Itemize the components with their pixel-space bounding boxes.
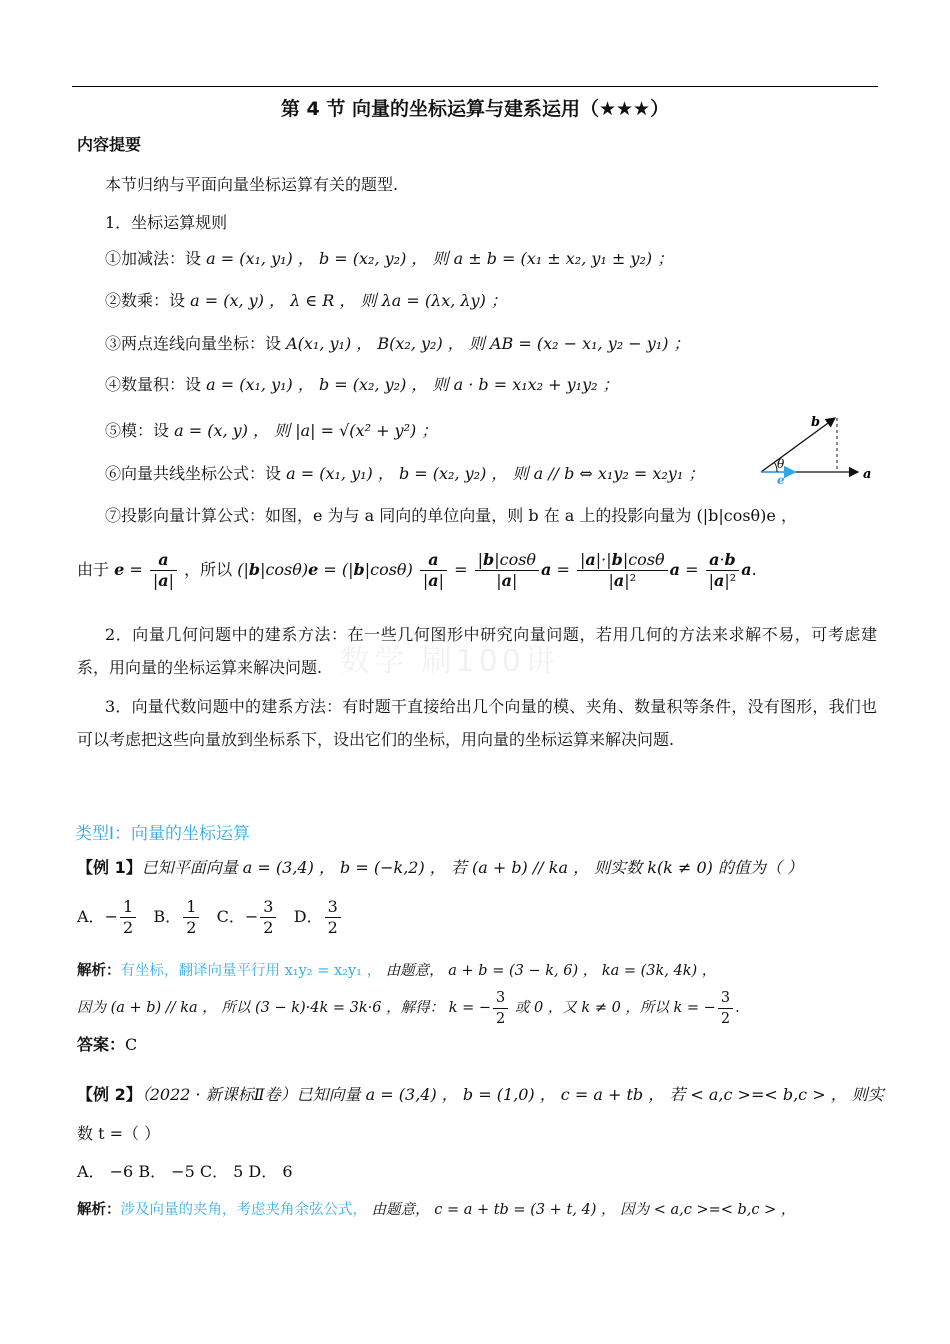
rule-mod: ⑤模：设 a = (x, y) ， 则 |a| = √(x² + y²) ； — [105, 421, 438, 440]
rule-dot: ④数量积：设 a = (x₁, y₁) ， b = (x₂, y₂) ， 则 a · b = x₁x₂ + y₁y₂ ； — [105, 375, 619, 394]
example1-solution-line1: 解析：有坐标，翻译向量平行用 x₁y₂ = x₂y₁ ， 由题意， a + b = (3 − k, 6) ， ka = (3k, 4k) ， — [77, 963, 717, 979]
watermark: 数学 刷100讲 — [340, 644, 559, 679]
rule-projection: ⑦投影向量计算公式：如图，e 为与 a 同向的单位向量，则 b 在 a 上的投影向量为 (|b|cosθ)e ， — [105, 506, 797, 525]
projection-derivation: 由于 e = $\frac{a}{|a|}$ ，所以 (|b|cosθ)e = (|b|cosθ) $\frac{a}{|a|}$ = $\frac{|b|\cos\theta}{|a|}$ a = $\frac{|a|\cdot|b|\cos\theta}{\text{|a|²}}$ a = $\frac{a\cdot b}{\text{|a|²}}$ a. — [77, 550, 757, 590]
example2-options: A． −6 B． −5 C． 5 D． 6 — [77, 1162, 293, 1181]
top-rule — [72, 86, 878, 87]
type1-heading: 类型Ⅰ：向量的坐标运算 — [75, 824, 251, 844]
example1-options: A．− $\frac{1}{2}$ B． $\frac{1}{2}$ C．− $\frac{3}{2}$ D． $\frac{3}{2}$ — [77, 895, 343, 939]
label-b: b — [811, 415, 821, 430]
example1-stem: 【例 1】已知平面向量 a = (3,4) ， b = (−k,2) ， 若 (a + b) // ka ， 则实数 k(k ≠ 0) 的值为（ ） — [77, 858, 804, 877]
rule-add: ①加减法：设 a = (x₁, y₁) ， b = (x₂, y₂) ， 则 a ± b = (x₁ ± x₂, y₁ ± y₂) ； — [105, 249, 674, 268]
label-a: a — [863, 467, 872, 482]
rule-mul: ②数乘：设 a = (x, y) ， λ ∈ R ， 则 λa = (λx, λy) ； — [105, 291, 507, 310]
section-title: 第 4 节 向量的坐标运算与建系运用（★★★） — [280, 98, 670, 120]
summary-heading: 内容提要 — [77, 135, 142, 154]
example2-stem-cont: 数 t =（ ） — [77, 1124, 161, 1143]
example2-stem: 【例 2】（2022 · 新课标Ⅱ卷）已知向量 a = (3,4) ， b = (1,0) ， c = a + tb ， 若 < a,c >=< b,c > ， 则实 — [77, 1085, 884, 1104]
rule-two-points: ③两点连线向量坐标：设 A(x₁, y₁) ， B(x₂, y₂) ， 则 AB = (x₂ − x₁, y₂ − y₁) ； — [105, 334, 690, 353]
rule-collinear: ⑥向量共线坐标公式：设 a = (x₁, y₁) ， b = (x₂, y₂) ， 则 a // b ⇔ x₁y₂ = x₂y₁ ； — [105, 464, 705, 483]
example1-solution-line2: 因为 (a + b) // ka ， 所以 (3 − k)·4k = 3k·6 ，解得： k = − $\frac{3}{2}$ 或 0 ，又 k ≠ 0 ，所以 k = − $\frac{3}{2}$ . — [77, 989, 740, 1027]
intro-text: 本节归纳与平面向量坐标运算有关的题型. — [105, 175, 399, 194]
label-theta: θ — [777, 457, 785, 471]
rule1-heading: 1．坐标运算规则 — [105, 213, 228, 232]
label-e: e — [777, 473, 785, 487]
example2-solution: 解析：涉及向量的夹角，考虑夹角余弦公式， 由题意， c = a + tb = (3 + t, 4) ， 因为 < a,c >=< b,c > ， — [77, 1202, 796, 1218]
method-geometry: 2．向量几何问题中的建系方法：在一些几何图形中研究向量问题，若用几何的方法来求解不易，可考虑建系，用向量的坐标运算来解决问题. — [77, 625, 877, 677]
example1-answer: 答案：C — [77, 1035, 138, 1054]
method-algebra: 3．向量代数问题中的建系方法：有时题干直接给出几个向量的模、夹角、数量积等条件，没有图形，我们也可以考虑把这些向量放到坐标系下，设出它们的坐标，用向量的坐标运算来解决问题. — [77, 697, 877, 749]
projection-figure — [755, 410, 880, 488]
vector-b-line — [761, 418, 835, 472]
